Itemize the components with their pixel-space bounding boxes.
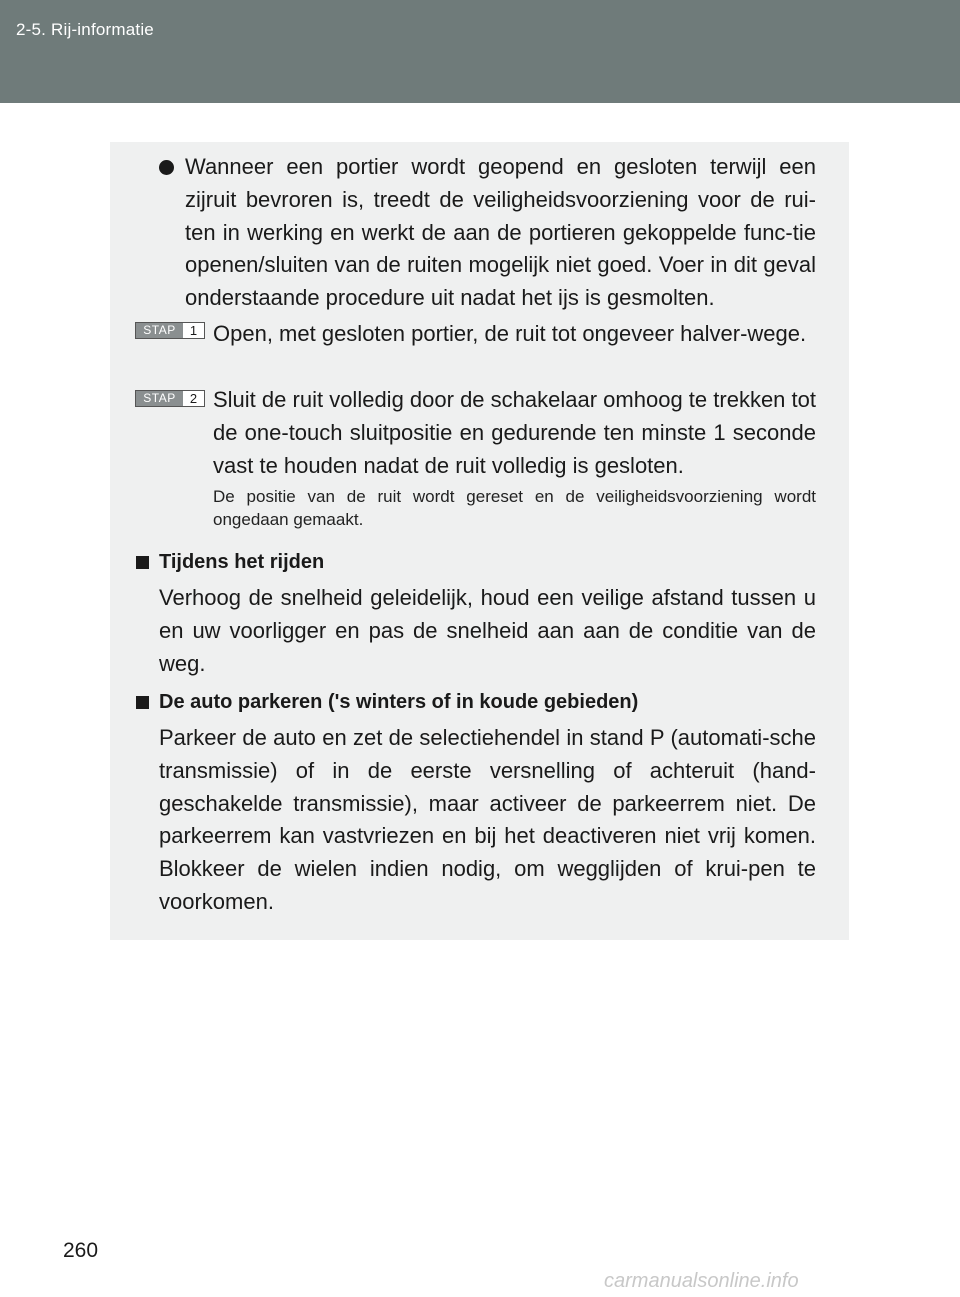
section-title: 2-5. Rij-informatie xyxy=(16,20,154,39)
step-1-text: Open, met gesloten portier, de ruit tot ongeveer halver-wege. xyxy=(213,321,807,346)
step-2-text: Sluit de ruit volledig door de schakelaar omhoog te trekken tot de one-touch sluitpositie en gedurende ten minste 1 seconde vast te houden nadat de ruit volledig is gesloten. xyxy=(213,387,816,478)
section-body: Parkeer de auto en zet de selectiehendel in stand P (automati-sche transmissie) of in de eerste versnelling of achteruit (hand-geschakelde transmissie), maar activeer de parkeerrem niet. De parkeerrem kan vastvriezen en bij het deactiveren niet vrij komen. Blokkeer de wielen indien nodig, om wegglijden of krui-pen te voorkomen. xyxy=(159,725,816,914)
section-heading: De auto parkeren ('s winters of in koude gebieden) xyxy=(159,691,639,713)
page-number: 260 xyxy=(63,1239,99,1262)
bullet-paragraph: Wanneer een portier wordt geopend en gesloten terwijl een zijruit bevroren is, treedt de veiligheidsvoorziening voor de rui-ten in werking en werkt de aan de portieren gekoppelde func-tie openen/sluiten van de ruiten mogelijk niet goed. Voer in dit geval onderstaande procedure uit nadat het ijs is gesmolten. xyxy=(185,154,816,311)
section-heading: Tijdens het rijden xyxy=(159,551,325,573)
step-label: STAP xyxy=(136,323,183,338)
square-bullet-icon xyxy=(136,556,149,569)
step-2-badge xyxy=(135,390,205,407)
section-body: Verhoog de snelheid geleidelijk, houd een veilige afstand tussen u en uw voorligger en pas de snelheid aan aan de conditie van de weg. xyxy=(159,585,816,676)
square-bullet-icon xyxy=(136,696,149,709)
step-number: 2 xyxy=(189,391,198,406)
step-1-badge xyxy=(135,322,205,339)
bullet-icon xyxy=(159,160,174,175)
step-note: De positie van de ruit wordt gereset en de veiligheidsvoorziening wordt ongedaan gemaakt. xyxy=(213,487,816,529)
step-number: 1 xyxy=(189,323,198,338)
step-label: STAP xyxy=(136,391,183,406)
page-header xyxy=(0,0,960,103)
watermark: carmanualsonline.info xyxy=(604,1270,799,1292)
